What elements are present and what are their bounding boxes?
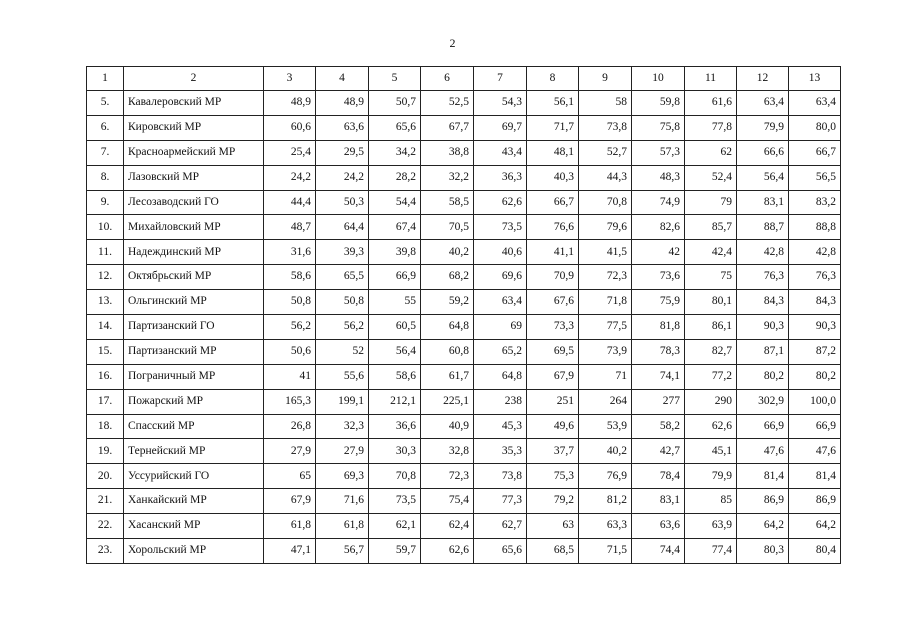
value-cell-col9: 70,8	[579, 190, 632, 215]
column-header-4: 4	[316, 67, 369, 91]
row-number: 21.	[87, 489, 124, 514]
value-cell-col5: 212,1	[369, 389, 421, 414]
value-cell-col8: 68,5	[527, 539, 579, 564]
row-number: 8.	[87, 165, 124, 190]
value-cell-col9: 52,7	[579, 140, 632, 165]
value-cell-col11: 61,6	[685, 91, 737, 116]
value-cell-col3: 31,6	[264, 240, 316, 265]
value-cell-col6: 64,8	[421, 315, 474, 340]
value-cell-col5: 60,5	[369, 315, 421, 340]
municipality-name: Михайловский МР	[124, 215, 264, 240]
value-cell-col6: 52,5	[421, 91, 474, 116]
value-cell-col8: 63	[527, 514, 579, 539]
value-cell-col11: 63,9	[685, 514, 737, 539]
table-row	[87, 315, 841, 340]
value-cell-col7: 77,3	[474, 489, 527, 514]
value-cell-col6: 38,8	[421, 140, 474, 165]
data-table	[86, 66, 841, 564]
column-header-9: 9	[579, 67, 632, 91]
value-cell-col11: 82,7	[685, 339, 737, 364]
row-number: 11.	[87, 240, 124, 265]
table-row	[87, 339, 841, 364]
value-cell-col6: 68,2	[421, 265, 474, 290]
value-cell-col11: 86,1	[685, 315, 737, 340]
column-header-7: 7	[474, 67, 527, 91]
value-cell-col8: 251	[527, 389, 579, 414]
municipality-name: Спасский МР	[124, 414, 264, 439]
value-cell-col5: 56,4	[369, 339, 421, 364]
value-cell-col4: 61,8	[316, 514, 369, 539]
value-cell-col10: 82,6	[632, 215, 685, 240]
value-cell-col3: 50,8	[264, 290, 316, 315]
value-cell-col6: 60,8	[421, 339, 474, 364]
value-cell-col5: 62,1	[369, 514, 421, 539]
table-row	[87, 364, 841, 389]
value-cell-col9: 79,6	[579, 215, 632, 240]
value-cell-col11: 80,1	[685, 290, 737, 315]
value-cell-col3: 25,4	[264, 140, 316, 165]
value-cell-col12: 84,3	[737, 290, 789, 315]
value-cell-col6: 62,4	[421, 514, 474, 539]
table-row	[87, 290, 841, 315]
value-cell-col5: 39,8	[369, 240, 421, 265]
value-cell-col10: 48,3	[632, 165, 685, 190]
column-header-5: 5	[369, 67, 421, 91]
value-cell-col7: 65,6	[474, 539, 527, 564]
municipality-name: Лазовский МР	[124, 165, 264, 190]
value-cell-col7: 69	[474, 315, 527, 340]
value-cell-col3: 26,8	[264, 414, 316, 439]
value-cell-col11: 45,1	[685, 439, 737, 464]
row-number: 14.	[87, 315, 124, 340]
value-cell-col4: 55,6	[316, 364, 369, 389]
row-number: 23.	[87, 539, 124, 564]
row-number: 15.	[87, 339, 124, 364]
value-cell-col4: 56,7	[316, 539, 369, 564]
value-cell-col12: 90,3	[737, 315, 789, 340]
column-header-8: 8	[527, 67, 579, 91]
value-cell-col8: 66,7	[527, 190, 579, 215]
table-row	[87, 514, 841, 539]
value-cell-col8: 79,2	[527, 489, 579, 514]
value-cell-col3: 50,6	[264, 339, 316, 364]
value-cell-col13: 88,8	[789, 215, 841, 240]
header-row	[87, 67, 841, 91]
value-cell-col13: 56,5	[789, 165, 841, 190]
value-cell-col8: 56,1	[527, 91, 579, 116]
value-cell-col9: 40,2	[579, 439, 632, 464]
value-cell-col8: 67,9	[527, 364, 579, 389]
value-cell-col12: 76,3	[737, 265, 789, 290]
value-cell-col7: 73,8	[474, 464, 527, 489]
value-cell-col12: 47,6	[737, 439, 789, 464]
municipality-name: Пожарский МР	[124, 389, 264, 414]
value-cell-col13: 83,2	[789, 190, 841, 215]
value-cell-col9: 71,5	[579, 539, 632, 564]
value-cell-col13: 76,3	[789, 265, 841, 290]
value-cell-col7: 69,7	[474, 115, 527, 140]
value-cell-col11: 42,4	[685, 240, 737, 265]
value-cell-col10: 74,4	[632, 539, 685, 564]
value-cell-col8: 76,6	[527, 215, 579, 240]
municipality-name: Партизанский МР	[124, 339, 264, 364]
value-cell-col9: 63,3	[579, 514, 632, 539]
value-cell-col7: 36,3	[474, 165, 527, 190]
value-cell-col3: 56,2	[264, 315, 316, 340]
table-row	[87, 165, 841, 190]
value-cell-col7: 43,4	[474, 140, 527, 165]
row-number: 5.	[87, 91, 124, 116]
value-cell-col13: 64,2	[789, 514, 841, 539]
value-cell-col5: 70,8	[369, 464, 421, 489]
value-cell-col8: 48,1	[527, 140, 579, 165]
value-cell-col7: 45,3	[474, 414, 527, 439]
value-cell-col11: 85	[685, 489, 737, 514]
row-number: 22.	[87, 514, 124, 539]
value-cell-col9: 73,8	[579, 115, 632, 140]
value-cell-col8: 49,6	[527, 414, 579, 439]
value-cell-col13: 66,7	[789, 140, 841, 165]
value-cell-col10: 42,7	[632, 439, 685, 464]
value-cell-col3: 41	[264, 364, 316, 389]
value-cell-col10: 74,1	[632, 364, 685, 389]
value-cell-col8: 75,3	[527, 464, 579, 489]
value-cell-col11: 75	[685, 265, 737, 290]
value-cell-col5: 73,5	[369, 489, 421, 514]
value-cell-col12: 88,7	[737, 215, 789, 240]
value-cell-col3: 165,3	[264, 389, 316, 414]
value-cell-col5: 65,6	[369, 115, 421, 140]
value-cell-col8: 70,9	[527, 265, 579, 290]
value-cell-col7: 54,3	[474, 91, 527, 116]
value-cell-col13: 86,9	[789, 489, 841, 514]
municipality-name: Октябрьский МР	[124, 265, 264, 290]
value-cell-col3: 58,6	[264, 265, 316, 290]
value-cell-col6: 72,3	[421, 464, 474, 489]
value-cell-col7: 62,7	[474, 514, 527, 539]
value-cell-col4: 199,1	[316, 389, 369, 414]
value-cell-col13: 47,6	[789, 439, 841, 464]
value-cell-col8: 67,6	[527, 290, 579, 315]
table-row	[87, 115, 841, 140]
value-cell-col12: 80,3	[737, 539, 789, 564]
value-cell-col9: 81,2	[579, 489, 632, 514]
value-cell-col6: 61,7	[421, 364, 474, 389]
value-cell-col13: 80,4	[789, 539, 841, 564]
column-header-1: 1	[87, 67, 124, 91]
row-number: 16.	[87, 364, 124, 389]
value-cell-col13: 80,2	[789, 364, 841, 389]
value-cell-col12: 56,4	[737, 165, 789, 190]
value-cell-col5: 36,6	[369, 414, 421, 439]
value-cell-col3: 24,2	[264, 165, 316, 190]
value-cell-col11: 290	[685, 389, 737, 414]
row-number: 12.	[87, 265, 124, 290]
value-cell-col5: 59,7	[369, 539, 421, 564]
value-cell-col5: 28,2	[369, 165, 421, 190]
value-cell-col7: 73,5	[474, 215, 527, 240]
value-cell-col10: 81,8	[632, 315, 685, 340]
value-cell-col5: 34,2	[369, 140, 421, 165]
value-cell-col6: 32,8	[421, 439, 474, 464]
value-cell-col11: 52,4	[685, 165, 737, 190]
value-cell-col7: 64,8	[474, 364, 527, 389]
column-header-3: 3	[264, 67, 316, 91]
value-cell-col11: 62,6	[685, 414, 737, 439]
value-cell-col3: 44,4	[264, 190, 316, 215]
value-cell-col10: 59,8	[632, 91, 685, 116]
value-cell-col5: 55	[369, 290, 421, 315]
value-cell-col13: 42,8	[789, 240, 841, 265]
value-cell-col12: 81,4	[737, 464, 789, 489]
value-cell-col5: 66,9	[369, 265, 421, 290]
value-cell-col4: 52	[316, 339, 369, 364]
value-cell-col7: 63,4	[474, 290, 527, 315]
value-cell-col4: 56,2	[316, 315, 369, 340]
value-cell-col5: 30,3	[369, 439, 421, 464]
value-cell-col6: 225,1	[421, 389, 474, 414]
value-cell-col4: 48,9	[316, 91, 369, 116]
value-cell-col8: 37,7	[527, 439, 579, 464]
value-cell-col3: 48,7	[264, 215, 316, 240]
municipality-name: Хасанский МР	[124, 514, 264, 539]
value-cell-col7: 40,6	[474, 240, 527, 265]
table-row	[87, 265, 841, 290]
value-cell-col3: 27,9	[264, 439, 316, 464]
table-row	[87, 215, 841, 240]
value-cell-col10: 75,9	[632, 290, 685, 315]
value-cell-col6: 67,7	[421, 115, 474, 140]
value-cell-col4: 63,6	[316, 115, 369, 140]
value-cell-col12: 83,1	[737, 190, 789, 215]
table-row	[87, 439, 841, 464]
value-cell-col7: 69,6	[474, 265, 527, 290]
column-header-10: 10	[632, 67, 685, 91]
value-cell-col6: 59,2	[421, 290, 474, 315]
value-cell-col4: 24,2	[316, 165, 369, 190]
table-row	[87, 240, 841, 265]
row-number: 9.	[87, 190, 124, 215]
value-cell-col6: 40,2	[421, 240, 474, 265]
row-number: 7.	[87, 140, 124, 165]
value-cell-col9: 71	[579, 364, 632, 389]
value-cell-col10: 78,3	[632, 339, 685, 364]
value-cell-col10: 83,1	[632, 489, 685, 514]
value-cell-col12: 64,2	[737, 514, 789, 539]
value-cell-col10: 58,2	[632, 414, 685, 439]
municipality-name: Лесозаводский ГО	[124, 190, 264, 215]
value-cell-col9: 76,9	[579, 464, 632, 489]
value-cell-col9: 71,8	[579, 290, 632, 315]
value-cell-col13: 80,0	[789, 115, 841, 140]
column-header-2: 2	[124, 67, 264, 91]
value-cell-col12: 86,9	[737, 489, 789, 514]
value-cell-col10: 277	[632, 389, 685, 414]
row-number: 18.	[87, 414, 124, 439]
value-cell-col12: 63,4	[737, 91, 789, 116]
row-number: 17.	[87, 389, 124, 414]
value-cell-col5: 54,4	[369, 190, 421, 215]
value-cell-col11: 62	[685, 140, 737, 165]
table-row	[87, 489, 841, 514]
value-cell-col8: 41,1	[527, 240, 579, 265]
table-row	[87, 539, 841, 564]
column-header-13: 13	[789, 67, 841, 91]
value-cell-col13: 81,4	[789, 464, 841, 489]
value-cell-col12: 66,9	[737, 414, 789, 439]
value-cell-col7: 238	[474, 389, 527, 414]
value-cell-col4: 32,3	[316, 414, 369, 439]
row-number: 20.	[87, 464, 124, 489]
value-cell-col4: 65,5	[316, 265, 369, 290]
municipality-name: Ольгинский МР	[124, 290, 264, 315]
value-cell-col7: 65,2	[474, 339, 527, 364]
value-cell-col10: 73,6	[632, 265, 685, 290]
municipality-name: Партизанский ГО	[124, 315, 264, 340]
value-cell-col4: 27,9	[316, 439, 369, 464]
value-cell-col10: 74,9	[632, 190, 685, 215]
municipality-name: Пограничный МР	[124, 364, 264, 389]
value-cell-col6: 58,5	[421, 190, 474, 215]
value-cell-col6: 75,4	[421, 489, 474, 514]
page-number: 2	[449, 36, 456, 50]
municipality-name: Хорольский МР	[124, 539, 264, 564]
municipality-name: Уссурийский ГО	[124, 464, 264, 489]
value-cell-col6: 62,6	[421, 539, 474, 564]
value-cell-col11: 79,9	[685, 464, 737, 489]
value-cell-col4: 39,3	[316, 240, 369, 265]
column-header-11: 11	[685, 67, 737, 91]
value-cell-col3: 67,9	[264, 489, 316, 514]
table-row	[87, 464, 841, 489]
value-cell-col3: 61,8	[264, 514, 316, 539]
value-cell-col4: 50,8	[316, 290, 369, 315]
value-cell-col4: 29,5	[316, 140, 369, 165]
row-number: 10.	[87, 215, 124, 240]
value-cell-col12: 66,6	[737, 140, 789, 165]
value-cell-col9: 53,9	[579, 414, 632, 439]
value-cell-col6: 70,5	[421, 215, 474, 240]
row-number: 19.	[87, 439, 124, 464]
value-cell-col11: 77,8	[685, 115, 737, 140]
value-cell-col13: 84,3	[789, 290, 841, 315]
value-cell-col13: 87,2	[789, 339, 841, 364]
value-cell-col5: 58,6	[369, 364, 421, 389]
value-cell-col12: 80,2	[737, 364, 789, 389]
value-cell-col11: 79	[685, 190, 737, 215]
value-cell-col11: 77,4	[685, 539, 737, 564]
value-cell-col9: 41,5	[579, 240, 632, 265]
value-cell-col12: 87,1	[737, 339, 789, 364]
value-cell-col5: 50,7	[369, 91, 421, 116]
value-cell-col4: 71,6	[316, 489, 369, 514]
column-header-6: 6	[421, 67, 474, 91]
value-cell-col3: 47,1	[264, 539, 316, 564]
value-cell-col10: 42	[632, 240, 685, 265]
value-cell-col6: 32,2	[421, 165, 474, 190]
value-cell-col13: 63,4	[789, 91, 841, 116]
municipality-name: Кировский МР	[124, 115, 264, 140]
value-cell-col12: 42,8	[737, 240, 789, 265]
table-row	[87, 414, 841, 439]
value-cell-col4: 69,3	[316, 464, 369, 489]
value-cell-col10: 63,6	[632, 514, 685, 539]
value-cell-col13: 90,3	[789, 315, 841, 340]
column-header-12: 12	[737, 67, 789, 91]
value-cell-col13: 100,0	[789, 389, 841, 414]
value-cell-col11: 85,7	[685, 215, 737, 240]
value-cell-col3: 65	[264, 464, 316, 489]
value-cell-col11: 77,2	[685, 364, 737, 389]
value-cell-col8: 40,3	[527, 165, 579, 190]
municipality-name: Красноармейский МР	[124, 140, 264, 165]
value-cell-col12: 79,9	[737, 115, 789, 140]
value-cell-col9: 264	[579, 389, 632, 414]
municipality-name: Надеждинский МР	[124, 240, 264, 265]
municipality-name: Тернейский МР	[124, 439, 264, 464]
table-row	[87, 389, 841, 414]
row-number: 13.	[87, 290, 124, 315]
value-cell-col4: 50,3	[316, 190, 369, 215]
value-cell-col12: 302,9	[737, 389, 789, 414]
value-cell-col9: 73,9	[579, 339, 632, 364]
table-body	[87, 67, 841, 564]
municipality-name: Кавалеровский МР	[124, 91, 264, 116]
value-cell-col7: 62,6	[474, 190, 527, 215]
value-cell-col8: 71,7	[527, 115, 579, 140]
value-cell-col7: 35,3	[474, 439, 527, 464]
value-cell-col4: 64,4	[316, 215, 369, 240]
value-cell-col6: 40,9	[421, 414, 474, 439]
row-number: 6.	[87, 115, 124, 140]
value-cell-col3: 48,9	[264, 91, 316, 116]
value-cell-col9: 72,3	[579, 265, 632, 290]
value-cell-col9: 58	[579, 91, 632, 116]
table-row	[87, 140, 841, 165]
value-cell-col9: 77,5	[579, 315, 632, 340]
municipality-name: Ханкайский МР	[124, 489, 264, 514]
table-row	[87, 190, 841, 215]
value-cell-col10: 57,3	[632, 140, 685, 165]
value-cell-col8: 69,5	[527, 339, 579, 364]
value-cell-col10: 78,4	[632, 464, 685, 489]
table-row	[87, 91, 841, 116]
value-cell-col8: 73,3	[527, 315, 579, 340]
value-cell-col10: 75,8	[632, 115, 685, 140]
value-cell-col13: 66,9	[789, 414, 841, 439]
value-cell-col3: 60,6	[264, 115, 316, 140]
value-cell-col5: 67,4	[369, 215, 421, 240]
value-cell-col9: 44,3	[579, 165, 632, 190]
